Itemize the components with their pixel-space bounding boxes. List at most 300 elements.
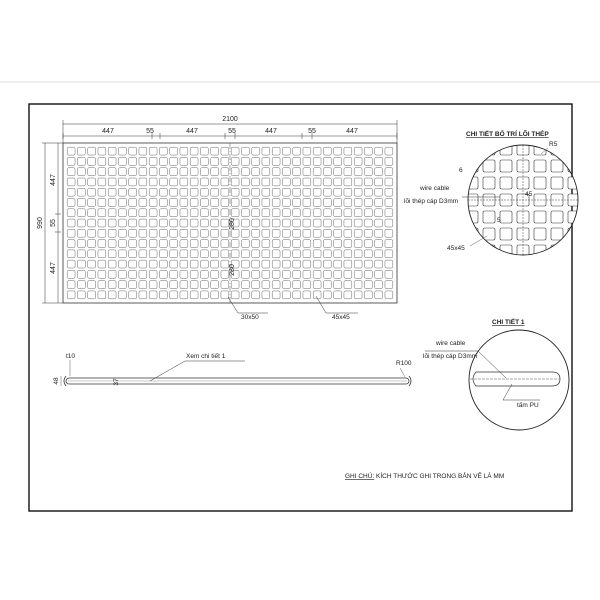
grate-cell bbox=[231, 199, 239, 207]
grate-cell bbox=[231, 178, 239, 186]
grate-cell bbox=[108, 147, 116, 155]
grate-cell bbox=[67, 270, 75, 278]
grate-cell bbox=[170, 260, 178, 268]
grate-cell bbox=[159, 209, 167, 217]
grate-cell bbox=[190, 199, 198, 207]
grate-cell bbox=[282, 147, 290, 155]
grate-cell bbox=[159, 219, 167, 227]
grate-cell bbox=[159, 250, 167, 258]
grate-cell bbox=[293, 199, 301, 207]
grate-cell bbox=[200, 178, 208, 186]
grate-cell bbox=[180, 240, 188, 248]
grate-cell bbox=[211, 240, 219, 248]
label-wire-cable-1: wire cable bbox=[436, 340, 466, 347]
grate-cell bbox=[241, 188, 249, 196]
grate-cell bbox=[170, 199, 178, 207]
grate-cell bbox=[149, 219, 157, 227]
steel-cell bbox=[568, 143, 580, 155]
grate-cell bbox=[139, 229, 147, 237]
grate-cell bbox=[375, 229, 383, 237]
grate-cell bbox=[67, 157, 75, 165]
detail-1-title: CHI TIẾT 1 bbox=[492, 319, 525, 326]
grate-cell bbox=[313, 157, 321, 165]
grate-cell bbox=[118, 260, 126, 268]
grate-cell bbox=[108, 168, 116, 176]
grate-cell bbox=[252, 219, 260, 227]
grate-cell bbox=[200, 250, 208, 258]
grate-cell bbox=[354, 157, 362, 165]
grate-cell bbox=[241, 250, 249, 258]
grate-cell bbox=[108, 291, 116, 299]
grate-cell bbox=[375, 178, 383, 186]
grate-cell bbox=[190, 240, 198, 248]
grate-cell bbox=[211, 178, 219, 186]
grate-cell bbox=[88, 168, 96, 176]
dim-seg-1: 447 bbox=[102, 128, 114, 135]
grate-cell bbox=[344, 178, 352, 186]
grate-cell bbox=[364, 147, 372, 155]
grate-cell bbox=[375, 270, 383, 278]
label-pu: tấm PU bbox=[517, 402, 539, 409]
grate-cell bbox=[323, 250, 331, 258]
grate-cell bbox=[364, 240, 372, 248]
grate-cell bbox=[262, 260, 270, 268]
grate-cell bbox=[211, 188, 219, 196]
label-thickness: t10 bbox=[66, 353, 76, 360]
grate-cell bbox=[149, 168, 157, 176]
grate-cell bbox=[385, 229, 393, 237]
grate-cell bbox=[77, 250, 85, 258]
dim-center-2: 280 bbox=[229, 264, 236, 276]
grate-cell bbox=[231, 147, 239, 155]
detail-steel-core bbox=[404, 128, 580, 257]
grate-cell bbox=[211, 250, 219, 258]
grate-cell bbox=[303, 219, 311, 227]
grate-cell bbox=[344, 168, 352, 176]
grate-cell bbox=[77, 281, 85, 289]
grate-cell bbox=[241, 178, 249, 186]
grate-cell bbox=[170, 281, 178, 289]
grate-cell bbox=[139, 147, 147, 155]
grate-cell bbox=[170, 240, 178, 248]
grate-cell bbox=[98, 250, 106, 258]
grate-cell bbox=[334, 209, 342, 217]
grate-cell bbox=[313, 147, 321, 155]
grate-cell bbox=[139, 281, 147, 289]
grate-cell bbox=[98, 219, 106, 227]
grate-cell bbox=[385, 209, 393, 217]
grate-cell bbox=[241, 157, 249, 165]
grate-cell bbox=[190, 178, 198, 186]
grate-cell bbox=[334, 281, 342, 289]
grate-cell bbox=[180, 270, 188, 278]
grate-cell bbox=[159, 291, 167, 299]
grate-cell bbox=[303, 291, 311, 299]
grate-cell bbox=[354, 281, 362, 289]
grate-cell bbox=[88, 199, 96, 207]
grate-cell bbox=[170, 250, 178, 258]
leader-cell-45 bbox=[470, 236, 487, 246]
grate-cell bbox=[375, 240, 383, 248]
grate-cell bbox=[231, 168, 239, 176]
label-callout: Xem chi tiết 1 bbox=[186, 353, 226, 360]
grate-cell bbox=[108, 260, 116, 268]
grate-cell bbox=[221, 188, 229, 196]
steel-cell bbox=[551, 211, 563, 223]
note bbox=[345, 471, 504, 480]
grate-cell bbox=[334, 240, 342, 248]
grate-cell bbox=[323, 209, 331, 217]
grate-cell bbox=[303, 157, 311, 165]
grate-cell bbox=[118, 168, 126, 176]
grate-cell bbox=[98, 188, 106, 196]
grate-cell bbox=[313, 281, 321, 289]
dim-left-3: 447 bbox=[50, 262, 57, 274]
grate-cell bbox=[221, 178, 229, 186]
grate-cell bbox=[139, 260, 147, 268]
grate-cell bbox=[293, 178, 301, 186]
grate-cell bbox=[282, 168, 290, 176]
grate-plan-view bbox=[37, 116, 397, 321]
grate-cell bbox=[262, 229, 270, 237]
grate-cell bbox=[231, 209, 239, 217]
grate-cell bbox=[77, 209, 85, 217]
grate-cell bbox=[334, 250, 342, 258]
grate-cell bbox=[313, 188, 321, 196]
grate-cell bbox=[385, 291, 393, 299]
grate-cell bbox=[293, 260, 301, 268]
label-height-inner: 37 bbox=[113, 378, 120, 386]
grate-cell bbox=[211, 260, 219, 268]
grate-cell bbox=[88, 291, 96, 299]
grate-cell bbox=[282, 291, 290, 299]
grate-cell bbox=[293, 209, 301, 217]
grate-cell bbox=[385, 157, 393, 165]
grate-cell bbox=[293, 240, 301, 248]
grate-cell bbox=[262, 281, 270, 289]
grate-cell bbox=[88, 157, 96, 165]
grate-cell bbox=[180, 229, 188, 237]
grate-cell bbox=[262, 178, 270, 186]
grate-cell bbox=[375, 168, 383, 176]
grate-cell bbox=[129, 250, 137, 258]
grate-cell bbox=[159, 147, 167, 155]
grate-cell bbox=[385, 188, 393, 196]
grate-cell bbox=[149, 260, 157, 268]
grate-cell bbox=[159, 270, 167, 278]
grate-cell bbox=[108, 240, 116, 248]
grate-cell bbox=[282, 209, 290, 217]
grate-cell bbox=[88, 240, 96, 248]
grate-cell bbox=[293, 168, 301, 176]
grate-cell bbox=[375, 147, 383, 155]
grate-cell bbox=[129, 157, 137, 165]
grate-cell bbox=[67, 250, 75, 258]
grate-cell bbox=[139, 250, 147, 258]
grate-cell bbox=[180, 260, 188, 268]
grate-cell bbox=[375, 250, 383, 258]
grate-cell bbox=[190, 147, 198, 155]
grate-cell bbox=[67, 168, 75, 176]
grate-cell bbox=[129, 147, 137, 155]
grate-cell bbox=[385, 250, 393, 258]
grate-cell bbox=[129, 219, 137, 227]
grate-cell bbox=[211, 199, 219, 207]
grate-cell bbox=[77, 229, 85, 237]
grate-cell bbox=[139, 219, 147, 227]
grate-cell bbox=[313, 229, 321, 237]
grate-cell bbox=[293, 229, 301, 237]
grate-cell bbox=[303, 209, 311, 217]
grate-cell bbox=[180, 188, 188, 196]
grate-cell bbox=[364, 219, 372, 227]
grate-cell bbox=[159, 281, 167, 289]
grate-cell bbox=[364, 260, 372, 268]
grate-cell bbox=[323, 157, 331, 165]
grate-cell bbox=[159, 240, 167, 248]
grate-cell bbox=[303, 199, 311, 207]
grate-cell bbox=[139, 240, 147, 248]
grate-cell bbox=[67, 147, 75, 155]
grate-cell bbox=[180, 199, 188, 207]
grate-cell bbox=[364, 270, 372, 278]
grate-cell bbox=[313, 199, 321, 207]
grate-cell bbox=[282, 270, 290, 278]
grate-cell bbox=[129, 199, 137, 207]
grate-cell bbox=[129, 209, 137, 217]
grate-cell bbox=[159, 199, 167, 207]
grate-cell bbox=[252, 209, 260, 217]
grate-cell bbox=[200, 147, 208, 155]
grate-cell bbox=[293, 270, 301, 278]
grate-cell bbox=[98, 199, 106, 207]
grate-cell bbox=[170, 229, 178, 237]
grate-cell bbox=[77, 260, 85, 268]
grate-cell bbox=[323, 260, 331, 268]
grate-cell bbox=[139, 209, 147, 217]
grate-cell bbox=[334, 291, 342, 299]
grate-cell bbox=[262, 199, 270, 207]
grate-cell bbox=[272, 281, 280, 289]
grate-cell bbox=[139, 168, 147, 176]
grate-cell bbox=[262, 250, 270, 258]
grate-cell bbox=[293, 250, 301, 258]
grate-cell bbox=[334, 199, 342, 207]
grate-cell bbox=[231, 188, 239, 196]
grate-cell bbox=[282, 157, 290, 165]
grate-cell bbox=[272, 147, 280, 155]
grate-cell bbox=[98, 168, 106, 176]
grate-cell bbox=[272, 260, 280, 268]
mark-5: 5 bbox=[497, 217, 501, 224]
grate-cell bbox=[344, 157, 352, 165]
grate-cell bbox=[252, 229, 260, 237]
grate-cell bbox=[303, 188, 311, 196]
grate-cell bbox=[190, 157, 198, 165]
grate-cell bbox=[262, 219, 270, 227]
grate-cell bbox=[241, 270, 249, 278]
grate-cell bbox=[139, 291, 147, 299]
detail-steel-title: CHI TIẾT BỐ TRÍ LÕI THÉP bbox=[466, 131, 549, 138]
grate-cell bbox=[129, 260, 137, 268]
grate-cell bbox=[67, 178, 75, 186]
grate-cell bbox=[344, 240, 352, 248]
grate-cell bbox=[149, 209, 157, 217]
grate-cell bbox=[88, 209, 96, 217]
grate-cell bbox=[344, 147, 352, 155]
label-wire-core-1: lõi thép cáp D3mm bbox=[423, 353, 478, 360]
grate-cell bbox=[323, 219, 331, 227]
steel-cell bbox=[551, 177, 563, 189]
grate-cell bbox=[159, 188, 167, 196]
grate-cell bbox=[200, 260, 208, 268]
grate-cell bbox=[334, 157, 342, 165]
grate-cell bbox=[293, 281, 301, 289]
grate-cell bbox=[118, 188, 126, 196]
grate-cell bbox=[221, 209, 229, 217]
grate-cell bbox=[313, 270, 321, 278]
grate-cell bbox=[98, 147, 106, 155]
grate-cell bbox=[282, 260, 290, 268]
grate-cell bbox=[67, 291, 75, 299]
steel-cell bbox=[500, 160, 512, 172]
leader-pu bbox=[503, 384, 540, 400]
grate-cell bbox=[252, 168, 260, 176]
grate-cell bbox=[139, 157, 147, 165]
grate-cell bbox=[323, 281, 331, 289]
grate-cell bbox=[108, 157, 116, 165]
grate-cell bbox=[200, 199, 208, 207]
grate-cell bbox=[180, 209, 188, 217]
grate-cell bbox=[118, 147, 126, 155]
dim-seg-3: 447 bbox=[186, 128, 198, 135]
grate-cell bbox=[67, 219, 75, 227]
grate-cell bbox=[344, 260, 352, 268]
grate-cell bbox=[241, 199, 249, 207]
dim-overall-width: 2100 bbox=[222, 116, 238, 123]
grate-cell bbox=[313, 209, 321, 217]
grate-cell bbox=[67, 260, 75, 268]
grate-cell bbox=[303, 260, 311, 268]
grate-cell bbox=[364, 250, 372, 258]
grate-cell bbox=[77, 219, 85, 227]
grate-cell bbox=[385, 260, 393, 268]
grate-cell bbox=[129, 188, 137, 196]
grate-cell bbox=[344, 188, 352, 196]
grate-cell bbox=[323, 147, 331, 155]
grate-cell bbox=[190, 229, 198, 237]
grate-cell bbox=[262, 147, 270, 155]
grate-cell bbox=[354, 260, 362, 268]
grate-cell bbox=[149, 178, 157, 186]
grate-cell bbox=[170, 168, 178, 176]
grate-cell bbox=[200, 209, 208, 217]
grate-cell bbox=[375, 209, 383, 217]
grate-cell bbox=[211, 157, 219, 165]
grate-cell bbox=[231, 281, 239, 289]
steel-cell bbox=[568, 245, 580, 257]
mark-6: 6 bbox=[459, 167, 463, 174]
steel-cell bbox=[483, 211, 495, 223]
grate-cell bbox=[221, 157, 229, 165]
grate-cell bbox=[334, 178, 342, 186]
grate-cell bbox=[118, 229, 126, 237]
grate-cell bbox=[180, 157, 188, 165]
grate-cell bbox=[67, 240, 75, 248]
grate-cell bbox=[375, 157, 383, 165]
grate-cell bbox=[241, 291, 249, 299]
grate-cell bbox=[323, 240, 331, 248]
grate-cell bbox=[354, 209, 362, 217]
grate-cell bbox=[77, 178, 85, 186]
grate-cell bbox=[334, 270, 342, 278]
grate-cell bbox=[190, 281, 198, 289]
grate-cell bbox=[190, 270, 198, 278]
grate-cell bbox=[272, 250, 280, 258]
grate-cell bbox=[200, 270, 208, 278]
grate-cell bbox=[211, 270, 219, 278]
grate-cell bbox=[252, 188, 260, 196]
steel-cell bbox=[534, 211, 546, 223]
grate-cell bbox=[262, 157, 270, 165]
grate-cell bbox=[323, 270, 331, 278]
grate-cell bbox=[88, 281, 96, 289]
grate-cell bbox=[313, 178, 321, 186]
grate-cell bbox=[149, 270, 157, 278]
grate-cell bbox=[180, 178, 188, 186]
grate-cell bbox=[354, 199, 362, 207]
grate-cell bbox=[139, 199, 147, 207]
grate-cell bbox=[262, 291, 270, 299]
grate-cell bbox=[364, 281, 372, 289]
grate-cell bbox=[77, 188, 85, 196]
grate-cell bbox=[241, 240, 249, 248]
grate-cell bbox=[77, 157, 85, 165]
grate-cell bbox=[200, 219, 208, 227]
label-wire-cable: wire cable bbox=[420, 185, 450, 192]
grate-cell bbox=[303, 281, 311, 289]
steel-cell bbox=[466, 245, 478, 257]
grate-cell bbox=[364, 188, 372, 196]
steel-cell bbox=[483, 177, 495, 189]
grate-cell bbox=[180, 219, 188, 227]
grate-cell bbox=[149, 188, 157, 196]
grate-cell bbox=[159, 157, 167, 165]
grate-cell bbox=[272, 291, 280, 299]
grate-cell bbox=[180, 147, 188, 155]
grate-cell bbox=[323, 291, 331, 299]
grate-cell bbox=[303, 250, 311, 258]
steel-cell bbox=[483, 228, 495, 240]
grate-cell bbox=[364, 209, 372, 217]
grate-cell bbox=[231, 240, 239, 248]
grate-cell bbox=[252, 281, 260, 289]
grate-cell bbox=[385, 168, 393, 176]
grate-cell bbox=[272, 157, 280, 165]
steel-cell bbox=[534, 228, 546, 240]
grate-cell bbox=[108, 209, 116, 217]
grate-cell bbox=[323, 168, 331, 176]
grate-cell bbox=[241, 219, 249, 227]
grate-cell bbox=[170, 188, 178, 196]
steel-cell bbox=[483, 245, 495, 257]
grate-cell bbox=[88, 250, 96, 258]
steel-cell bbox=[534, 160, 546, 172]
label-radius: R100 bbox=[396, 360, 412, 367]
grate-cell bbox=[385, 147, 393, 155]
grate-cell bbox=[344, 291, 352, 299]
grate-cell bbox=[77, 199, 85, 207]
